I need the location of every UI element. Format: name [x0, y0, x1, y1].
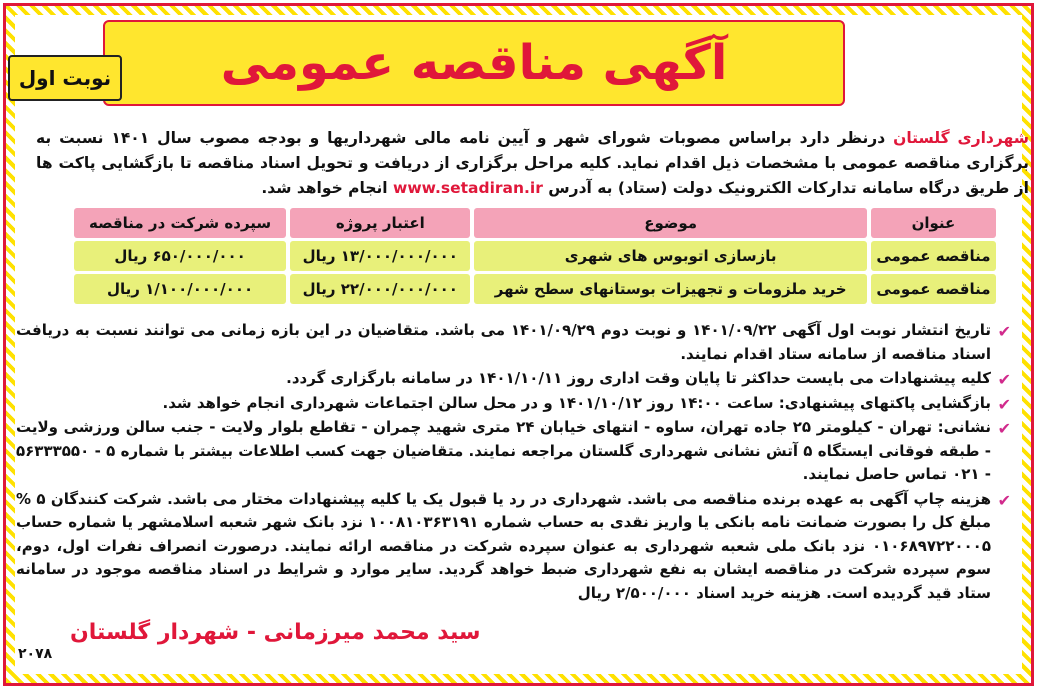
ad-code: ۲۰۷۸ — [18, 646, 53, 662]
cell-title: مناقصه عمومی — [871, 274, 996, 304]
note-text: هزینه چاپ آگهی به عهده برنده مناقصه می باشد. شهرداری در رد یا قبول یک یا کلیه پیشنهادات مختار می باشد. شرکت کنندگان ۵ % مبلغ کل را بصورت ضمانت نامه بانکی یا واریز نقدی به حساب شماره ۱۰۰۸۱۰۳۶۳۱۹۱ نزد بانک شهر شعبه اسلامشهر یا شماره حساب ۰۱۰۶۸۹۷۲۲۰۰۰۵ نزد بانک ملی شعبه شهرداری به عنوان سپرده شرکت در مناقصه ارائه نمایند. درصورت انصراف نفرات اول، دوم، سوم سپرده شرکت در مناقصه ایشان به نفع شهرداری ضبط خواهد گردید. سایر موارد و شرایط در اسناد مناقصه موجود در سامانه ستاد قید گردیده است. هزینه خرید اسناد ۲/۵۰۰/۰۰۰ ریال — [16, 489, 992, 602]
list-item — [16, 319, 1011, 366]
cell-deposit: ۱/۱۰۰/۰۰۰/۰۰۰ ریال — [74, 274, 286, 304]
title-banner — [103, 20, 845, 106]
table-row — [74, 241, 996, 271]
intro-text-1: درنظر دارد براساس مصوبات شورای شهر و آیین نامه مالی شهرداریها و بودجه مصوب سال ۱۴۰۱ نسبت به برگزاری مناقصه عمومی با مشخصات ذیل اقدام نماید. کلیه مراحل برگزاری از دریافت و تحویل اسناد مناقصه تا بازگشایی پاکت ها از طریق درگاه سامانه تدارکات الکترونیک دولت (ستاد) به آدرس — [36, 129, 1029, 197]
notes-list — [16, 319, 1011, 606]
intro-paragraph — [36, 126, 1029, 201]
website-link[interactable]: www.setadiran.ir — [393, 179, 543, 197]
col-header-title: عنوان — [871, 208, 996, 238]
tenders-table — [70, 205, 1000, 307]
table-header-row — [74, 208, 996, 238]
col-header-deposit: سپرده شرکت در مناقصه — [74, 208, 286, 238]
cell-budget: ۲۲/۰۰۰/۰۰۰/۰۰۰ ریال — [290, 274, 470, 304]
note-text: نشانی: تهران - کیلومتر ۲۵ جاده تهران، ساوه - انتهای خیابان ۲۴ متری شهید چمران - تقاطع بلوار ولایت - جنب سالن ورزشی ولایت - طبقه فوقانی ایستگاه ۵ آتش نشانی شهرداری گلستان مراجعه نمایند. متقاضیان جهت کسب اطلاعات بیشتر با شماره ۵ - ۵۶۳۳۳۵۵۰ - ۰۲۱ تماس حاصل نمایند. — [16, 418, 992, 483]
list-item — [16, 416, 1011, 487]
cell-title: مناقصه عمومی — [871, 241, 996, 271]
col-header-subject: موضوع — [474, 208, 866, 238]
check-icon: ✔ — [997, 419, 1011, 438]
cell-deposit: ۶۵۰/۰۰۰/۰۰۰ ریال — [74, 241, 286, 271]
note-text: تاریخ انتشار نوبت اول آگهی ۱۴۰۱/۰۹/۲۲ و نوبت دوم ۱۴۰۱/۰۹/۲۹ می باشد. متقاضیان در این بازه زمانی می توانند نسبت به دریافت اسناد مناقصه از سامانه ستاد اقدام نمایند. — [16, 321, 992, 363]
ad-title: آگهی مناقصه عمومی — [220, 35, 728, 91]
cell-budget: ۱۳/۰۰۰/۰۰۰/۰۰۰ ریال — [290, 241, 470, 271]
list-item — [16, 367, 1011, 391]
cell-subject: بازسازی اتوبوس های شهری — [474, 241, 866, 271]
col-header-budget: اعتبار پروژه — [290, 208, 470, 238]
signature: سید محمد میرزمانی - شهردار گلستان — [70, 620, 481, 645]
check-icon: ✔ — [997, 322, 1011, 341]
note-text: کلیه پیشنهادات می بایست حداکثر تا پایان وقت اداری روز ۱۴۰۱/۱۰/۱۱ در سامانه بارگزاری گردد. — [286, 369, 991, 387]
list-item — [16, 488, 1011, 606]
list-item — [16, 392, 1011, 416]
cell-subject: خرید ملزومات و تجهیزات بوستانهای سطح شهر — [474, 274, 866, 304]
intro-text-2: انجام خواهد شد. — [261, 179, 394, 197]
municipality-name: شهرداری گلستان — [893, 129, 1030, 147]
check-icon: ✔ — [997, 394, 1011, 414]
note-text: بازگشایی پاکتهای پیشنهادی: ساعت ۱۴:۰۰ روز ۱۴۰۱/۱۰/۱۲ و در محل سالن اجتماعات شهرداری انجام خواهد شد. — [162, 393, 991, 412]
check-icon: ✔ — [997, 370, 1011, 389]
check-icon: ✔ — [997, 490, 1011, 510]
round-badge: نوبت اول — [8, 55, 122, 101]
table-row — [74, 274, 996, 304]
